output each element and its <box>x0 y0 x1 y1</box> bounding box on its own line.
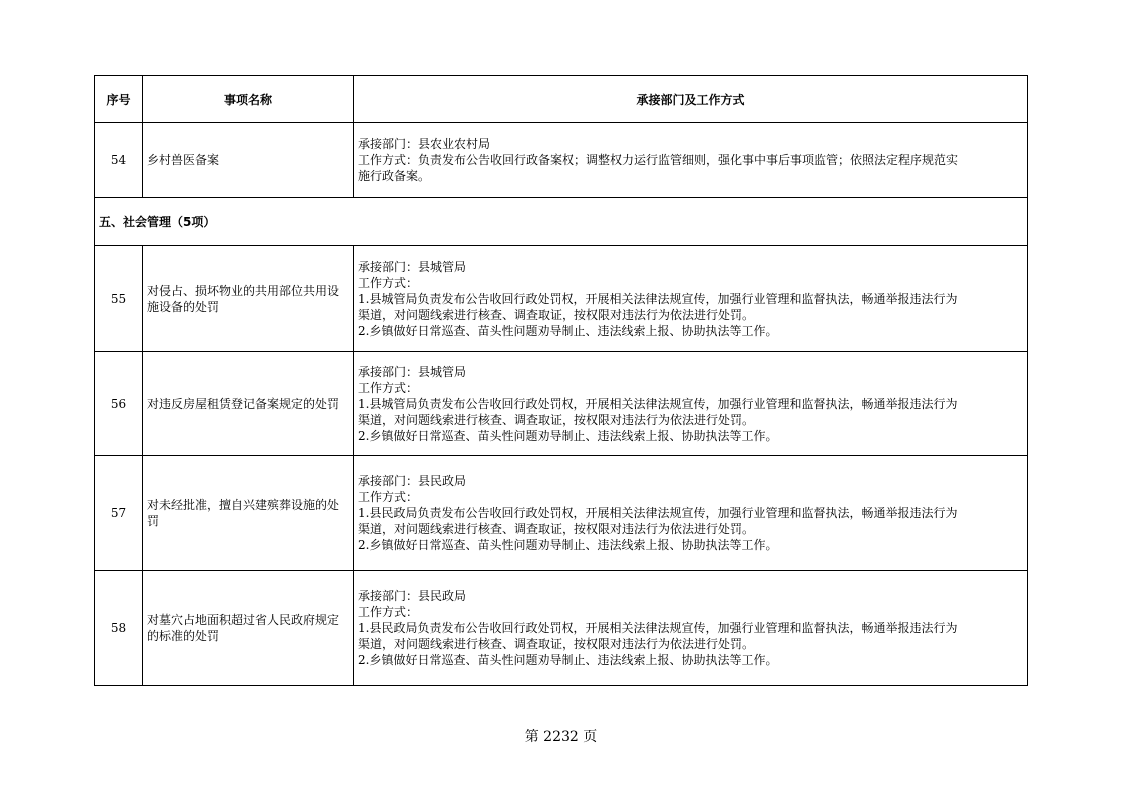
detail-line: 工作方式： <box>358 490 419 504</box>
detail-line: 1.县城管局负责发布公告收回行政处罚权，开展相关法律法规宣传，加强行业管理和监督执法，畅通举报违法行为 <box>358 396 958 411</box>
row-number: 55 <box>95 246 143 352</box>
detail-line: 渠道，对问题线索进行核查、调查取证，按权限对违法行为依法进行处罚。 <box>358 412 755 427</box>
detail-line: 1.县城管局负责发布公告收回行政处罚权，开展相关法律法规宣传，加强行业管理和监督执法，畅通举报违法行为 <box>358 291 958 306</box>
detail-line: 承接部门：县城管局 <box>358 364 467 379</box>
detail-line: 承接部门：县民政局 <box>358 474 467 488</box>
detail-line: 承接部门：县农业农村局 <box>358 137 491 151</box>
section-title: 五、社会管理（5项） <box>95 198 1028 246</box>
table-row <box>95 456 1028 571</box>
detail-line: 工作方式：负责发布公告收回行政备案权；调整权力运行监管细则，强化事中事后事项监管；依照法定程序规范实 <box>358 153 959 167</box>
detail-line: 工作方式： <box>358 605 419 619</box>
table-row <box>95 352 1028 456</box>
detail-line: 渠道，对问题线索进行核查、调查取证，按权限对违法行为依法进行处罚。 <box>358 522 755 536</box>
header-no: 序号 <box>95 76 143 123</box>
dept-method <box>354 246 1028 352</box>
dept-method <box>354 352 1028 456</box>
detail-line: 承接部门：县城管局 <box>358 259 467 274</box>
row-number: 56 <box>95 352 143 456</box>
header-dept: 承接部门及工作方式 <box>354 76 1028 123</box>
detail-line: 1.县民政局负责发布公告收回行政处罚权，开展相关法律法规宣传，加强行业管理和监督执法，畅通举报违法行为 <box>358 506 958 520</box>
table-row <box>95 246 1028 352</box>
table-row <box>95 123 1028 198</box>
detail-line: 2.乡镇做好日常巡查、苗头性问题劝导制止、违法线索上报、协助执法等工作。 <box>358 538 778 552</box>
detail-line: 1.县民政局负责发布公告收回行政处罚权，开展相关法律法规宣传，加强行业管理和监督执法，畅通举报违法行为 <box>358 621 958 635</box>
detail-line: 工作方式： <box>358 380 419 395</box>
detail-line: 2.乡镇做好日常巡查、苗头性问题劝导制止、违法线索上报、协助执法等工作。 <box>358 323 778 338</box>
section-row <box>95 198 1028 246</box>
detail-line: 2.乡镇做好日常巡查、苗头性问题劝导制止、违法线索上报、协助执法等工作。 <box>358 428 778 443</box>
detail-line: 渠道，对问题线索进行核查、调查取证，按权限对违法行为依法进行处罚。 <box>358 637 755 651</box>
item-name: 乡村兽医备案 <box>143 123 354 198</box>
dept-method <box>354 456 1028 571</box>
table-row <box>95 571 1028 686</box>
header-row <box>95 76 1028 123</box>
detail-line: 2.乡镇做好日常巡查、苗头性问题劝导制止、违法线索上报、协助执法等工作。 <box>358 653 778 667</box>
dept-method <box>354 571 1028 686</box>
row-number: 57 <box>95 456 143 571</box>
item-name: 对违反房屋租赁登记备案规定的处罚 <box>143 352 354 456</box>
detail-line: 施行政备案。 <box>358 169 431 183</box>
detail-line: 承接部门：县民政局 <box>358 589 467 603</box>
header-name: 事项名称 <box>143 76 354 123</box>
item-name: 对侵占、损坏物业的共用部位共用设施设备的处罚 <box>143 246 354 352</box>
detail-line: 渠道，对问题线索进行核查、调查取证，按权限对违法行为依法进行处罚。 <box>358 307 755 322</box>
page-number: 第 2232 页 <box>524 729 598 745</box>
item-name: 对未经批准，擅自兴建殡葬设施的处罚 <box>143 456 354 571</box>
item-name: 对墓穴占地面积超过省人民政府规定的标准的处罚 <box>143 571 354 686</box>
authority-table <box>94 75 1028 686</box>
row-number: 54 <box>95 123 143 198</box>
detail-line: 工作方式： <box>358 275 419 290</box>
row-number: 58 <box>95 571 143 686</box>
dept-method <box>354 123 1028 198</box>
